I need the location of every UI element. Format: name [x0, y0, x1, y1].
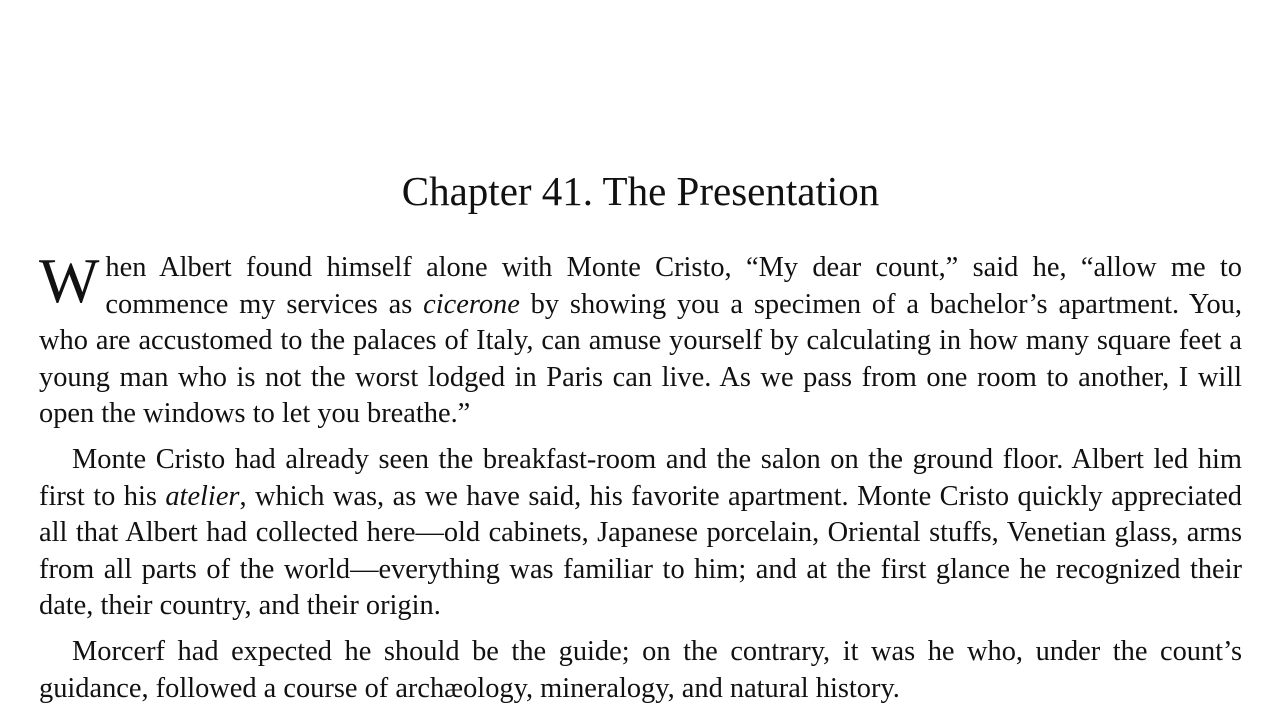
italic-term: atelier: [165, 480, 240, 512]
chapter-title: Chapter 41. The Presentation: [401, 168, 880, 214]
paragraph-text: Monte Cristo had already seen the breakfast-room and the salon on the ground floor. Albert led him first to his: [39, 443, 1242, 512]
paragraph-text: , which was, as we have said, his favorite apartment. Monte Cristo quickly appreciated all that Albert had collected here—old cabinets, Japanese porcelain, Oriental stuffs, Venetian glass, arms from all parts of the world—everything was familiar to him; and at the first glance he recognized their date, their country, and their origin.: [39, 480, 1242, 622]
drop-cap: W: [39, 245, 100, 316]
paragraph-3: [39, 634, 1242, 707]
paragraph-1: [39, 245, 1242, 433]
chapter-body: [39, 245, 1242, 716]
italic-term: cicerone: [423, 288, 520, 320]
book-page: [39, 0, 1242, 720]
paragraph-text: by showing you a specimen of a bachelor’s apartment. You, who are accustomed to the palaces of Italy, can amuse yourself by calculating in how many square feet a young man who is not the worst lodged in Paris can live. As we pass from one room to another, I will open the windows to let you breathe.”: [39, 288, 1242, 430]
paragraph-2: [39, 442, 1242, 625]
paragraph-text: hen Albert found himself alone with Monte Cristo, “My dear count,” said he, “allow me to commence my services as: [105, 252, 1242, 320]
paragraph-text: Morcerf had expected he should be the guide; on the contrary, it was he who, under the count’s guidance, followed a course of archæology, mineralogy, and natural history.: [39, 635, 1242, 704]
